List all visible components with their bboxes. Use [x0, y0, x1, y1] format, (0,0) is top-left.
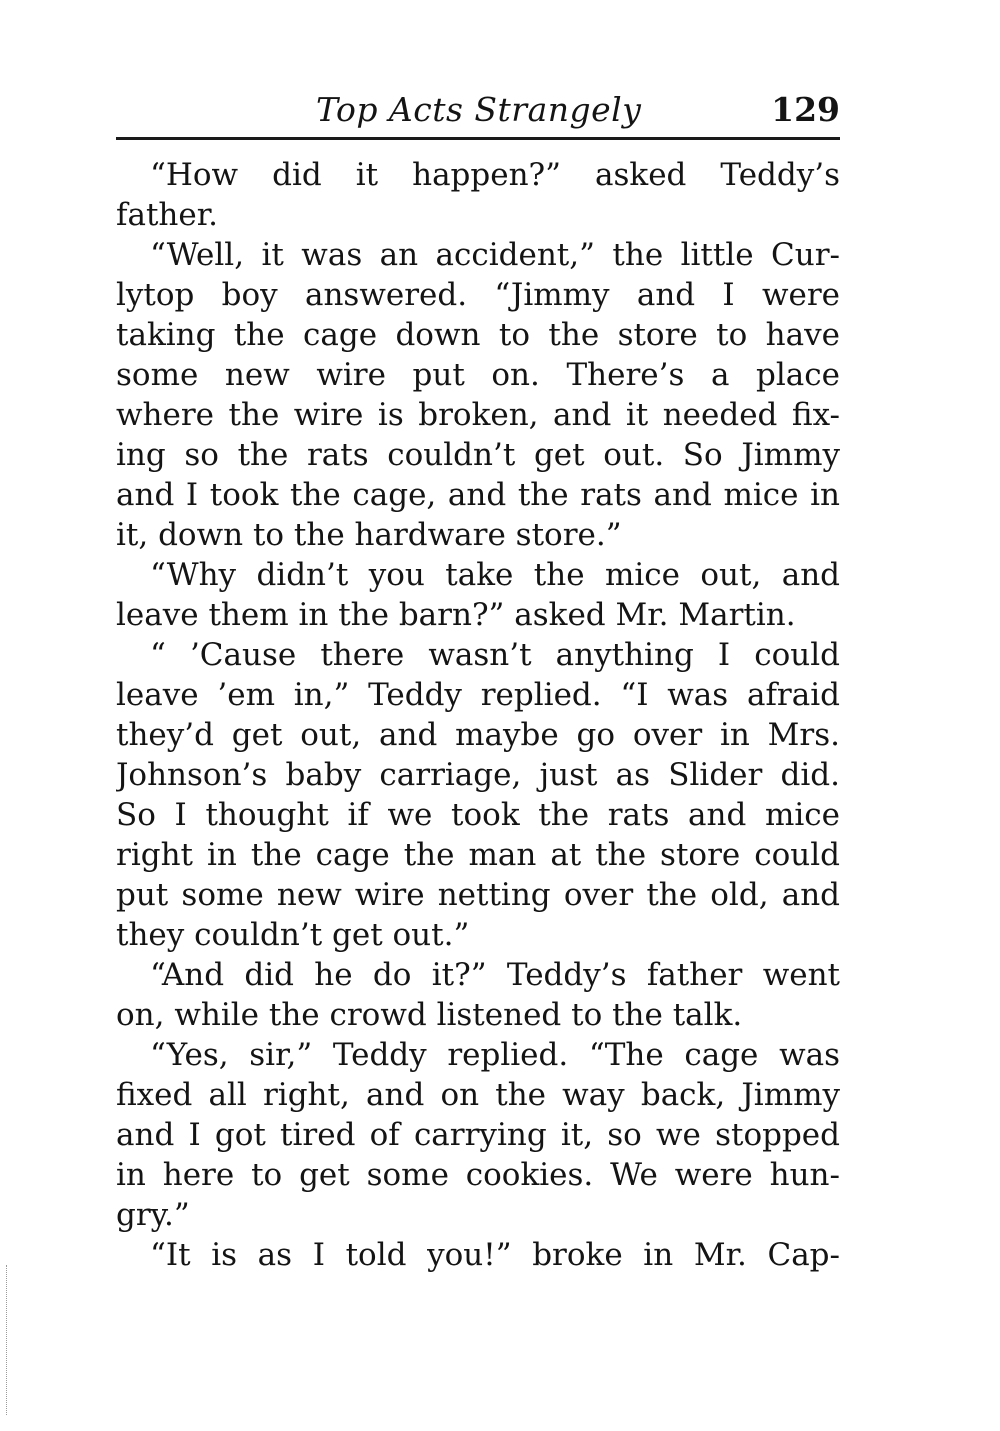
- text-line: leave ’em in,” Teddy replied. “I was afraid: [116, 677, 840, 713]
- text-line: on, while the crowd listened to the talk.: [116, 997, 743, 1033]
- text-line: Johnson’s baby carriage, just as Slider did.: [116, 757, 840, 793]
- text-line: “ ’Cause there wasn’t anything I could: [150, 637, 840, 673]
- text-line: “Well, it was an accident,” the little Cur-: [150, 237, 840, 273]
- text-line: lytop boy answered. “Jimmy and I were: [116, 277, 840, 313]
- running-title: Top Acts Strangely: [316, 90, 642, 129]
- text-line: in here to get some cookies. We were hun-: [116, 1157, 840, 1193]
- text-line: some new wire put on. There’s a place: [116, 357, 840, 393]
- page-number: 129: [771, 90, 840, 129]
- text-line: “It is as I told you!” broke in Mr. Cap-: [150, 1237, 840, 1273]
- text-line: and I took the cage, and the rats and mice in: [116, 477, 840, 513]
- text-line: right in the cage the man at the store could: [116, 837, 840, 873]
- text-line: taking the cage down to the store to have: [116, 317, 840, 353]
- header-rule: [116, 137, 840, 140]
- text-line: gry.”: [116, 1197, 190, 1233]
- running-head: [116, 88, 840, 132]
- text-line: fixed all right, and on the way back, Jimmy: [116, 1077, 840, 1113]
- text-line: where the wire is broken, and it needed fix-: [116, 397, 840, 433]
- text-line: father.: [116, 197, 218, 233]
- text-line: they’d get out, and maybe go over in Mrs.: [116, 717, 840, 753]
- text-line: it, down to the hardware store.”: [116, 517, 622, 553]
- text-line: “Why didn’t you take the mice out, and: [150, 557, 840, 593]
- text-line: “How did it happen?” asked Teddy’s: [150, 157, 840, 193]
- text-line: leave them in the barn?” asked Mr. Martin.: [116, 597, 796, 633]
- body-text: [116, 155, 840, 1275]
- text-line: put some new wire netting over the old, and: [116, 877, 840, 913]
- text-line: and I got tired of carrying it, so we stopped: [116, 1117, 840, 1153]
- text-line: ing so the rats couldn’t get out. So Jimmy: [116, 437, 840, 473]
- text-line: “Yes, sir,” Teddy replied. “The cage was: [150, 1037, 840, 1073]
- margin-dotted-mark: [6, 1265, 7, 1415]
- text-line: they couldn’t get out.”: [116, 917, 470, 953]
- text-line: “And did he do it?” Teddy’s father went: [150, 957, 840, 993]
- text-line: So I thought if we took the rats and mice: [116, 797, 840, 833]
